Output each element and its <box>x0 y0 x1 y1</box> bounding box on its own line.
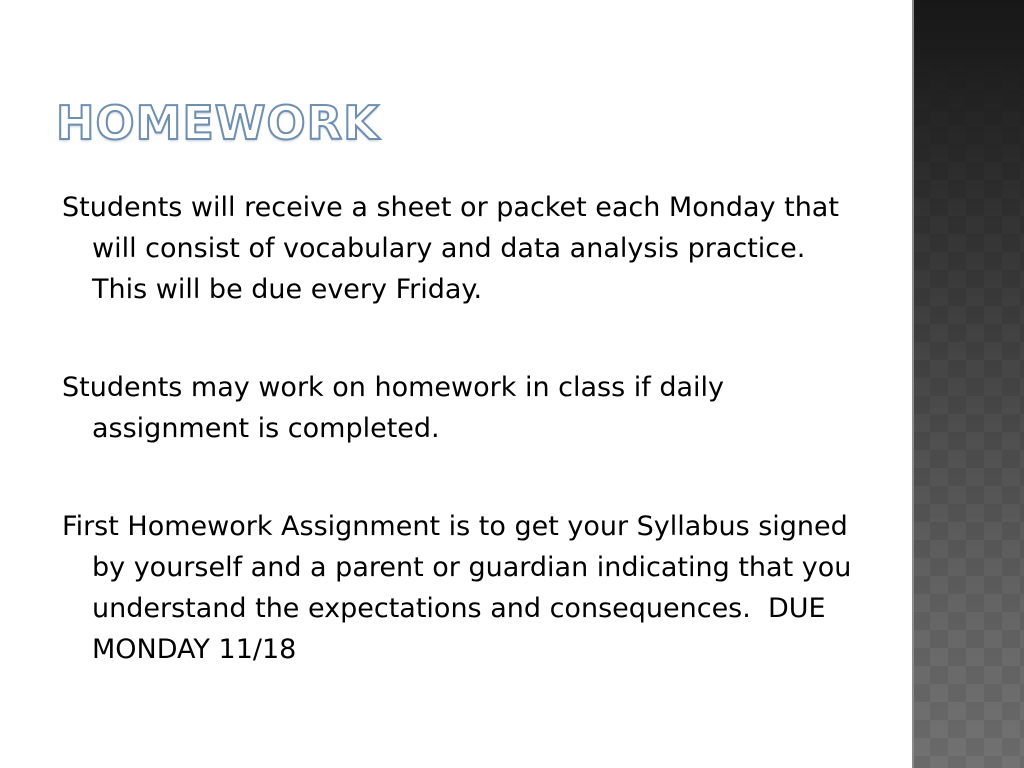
paragraph-first-assignment: First Homework Assignment is to get your Syllabus signed by yourself and a parent or guardian indicating that you understand the expectations and consequences. DUE MONDAY 11/18 <box>62 511 860 665</box>
paragraph-homework-schedule: Students will receive a sheet or packet each Monday that will consist of vocabulary and data analysis practice. This will be due every Friday. <box>62 192 848 305</box>
slide-body <box>62 187 862 727</box>
decorative-side-panel <box>912 0 1024 768</box>
slide-title <box>56 96 380 150</box>
paragraph-class-work: Students may work on homework in class if daily assignment is completed. <box>62 372 733 444</box>
diamond-pattern <box>912 0 1024 768</box>
side-panel-edge <box>912 0 914 768</box>
slide-title-text: HOMEWORK <box>56 96 380 150</box>
